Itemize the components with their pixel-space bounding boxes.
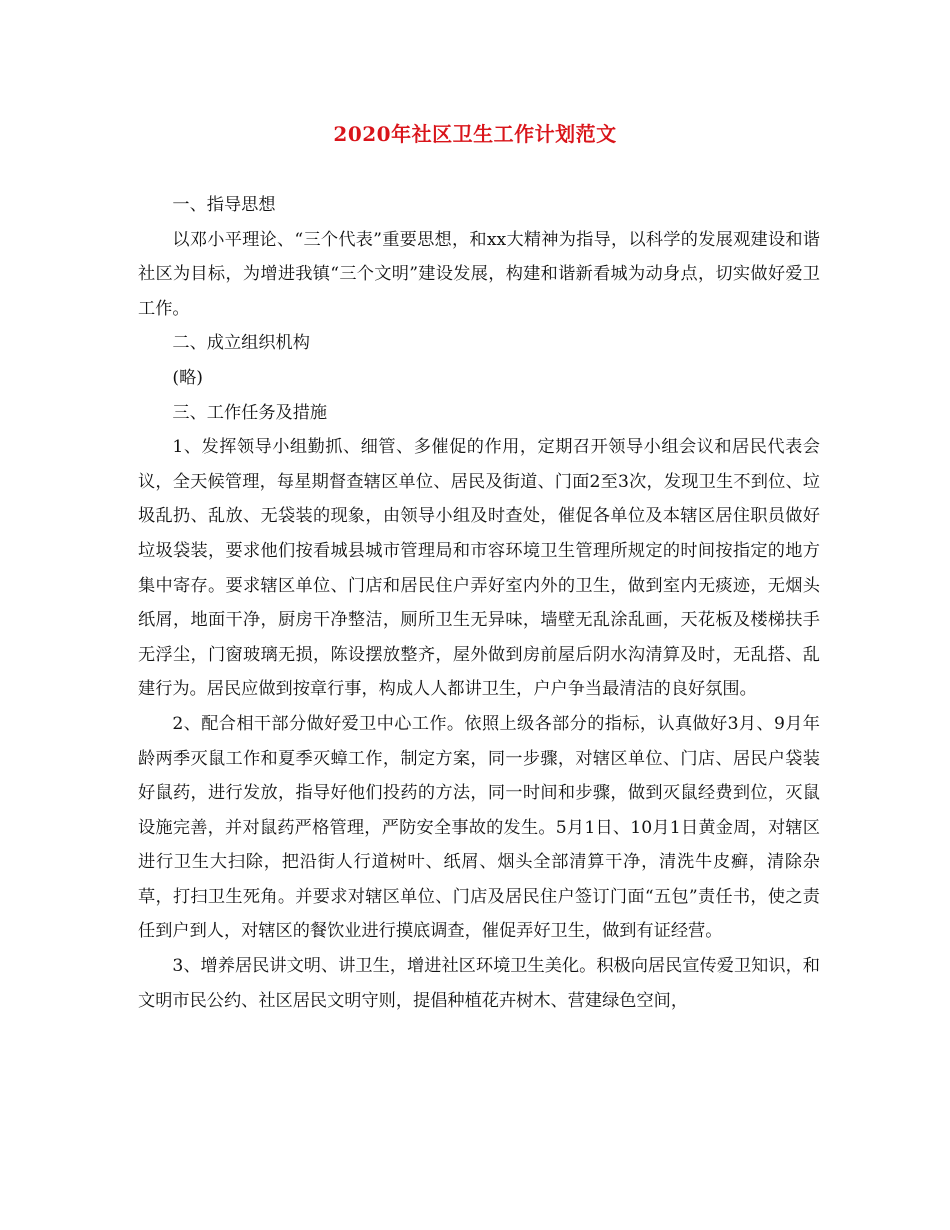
- section-heading-organization: 二、成立组织机构: [172, 333, 310, 354]
- document-body: [138, 188, 820, 1018]
- paragraph-omitted: (略): [172, 367, 203, 388]
- paragraph-task-3: 3、增养居民讲文明、讲卫生，增进社区环境卫生美化。积极向居民宣传爱卫知识，和文明市民公约、社区居民文明守则，提倡种植花卉树木、营建绿色空间，: [138, 956, 820, 1011]
- paragraph-task-2: 2、配合相干部分做好爱卫中心工作。依照上级各部分的指标，认真做好3月、9月年龄两季灭鼠工作和夏季灭蟑工作，制定方案，同一步骤，对辖区单位、门店、居民户袋装好鼠药，进行发放，指导好他们投药的方法，同一时间和步骤，做到灭鼠经费到位，灭鼠设施完善，并对鼠药严格管理，严防安全事故的发生。5月1日、10月1日黄金周，对辖区进行卫生大扫除，把沿街人行道树叶、纸屑、烟头全部清算干净，清洗牛皮癣，清除杂草，打扫卫生死角。并要求对辖区单位、门店及居民住户签订门面“五包”责任书，使之责任到户到人，对辖区的餐饮业进行摸底调查，催促弄好卫生，做到有证经营。: [138, 713, 820, 942]
- section-heading-guiding-ideology: 一、指导思想: [172, 195, 276, 215]
- section-heading-tasks-measures: 三、工作任务及措施: [172, 402, 328, 423]
- paragraph-guiding-ideology: 以邓小平理论、“三个代表”重要思想，和xx大精神为指导，以科学的发展观建设和谐社区为目标，为增进我镇“三个文明”建设发展，构建和谐新看城为动身点，切实做好爱卫工作。: [138, 229, 820, 319]
- document-title: 2020年社区卫生工作计划范文: [333, 122, 617, 146]
- paragraph-task-1: 1、发挥领导小组勤抓、细管、多催促的作用，定期召开领导小组会议和居民代表会议，全天候管理，每星期督查辖区单位、居民及街道、门面2至3次，发现卫生不到位、垃圾乱扔、乱放、无袋装的现象，由领导小组及时查处，催促各单位及本辖区居住职员做好垃圾袋装，要求他们按看城县城市管理局和市容环境卫生管理所规定的时间按指定的地方集中寄存。要求辖区单位、门店和居民住户弄好室内外的卫生，做到室内无痰迹，无烟头纸屑，地面干净，厨房干净整洁，厕所卫生无异味，墙壁无乱涂乱画，天花板及楼梯扶手无浮尘，门窗玻璃无损，陈设摆放整齐，屋外做到房前屋后阴水沟清算及时，无乱搭、乱建行为。居民应做到按章行事，构成人人都讲卫生，户户争当最清洁的良好氛围。: [138, 437, 820, 700]
